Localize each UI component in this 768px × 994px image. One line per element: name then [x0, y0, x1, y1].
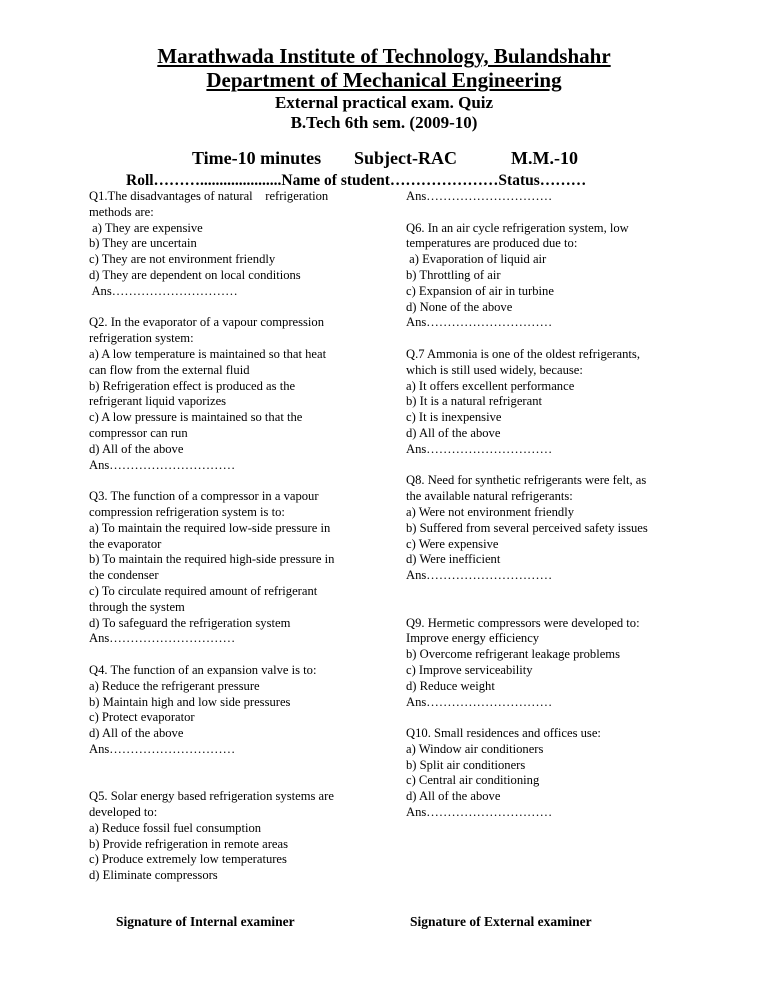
question-line: Ans………………………… — [89, 283, 238, 298]
marks-label: M.M.-10 — [511, 148, 578, 168]
question-line: a) It offers excellent performance — [406, 378, 575, 393]
question-line: d) Reduce weight — [406, 678, 495, 693]
question-line: c) They are not environment friendly — [89, 252, 276, 267]
question-block — [89, 315, 451, 473]
external-examiner-signature: Signature of External examiner — [410, 914, 592, 929]
question-line: c) It is inexpensive — [406, 410, 502, 425]
question-line: d) Were inefficient — [406, 552, 501, 567]
question-line: c) Produce extremely low temperatures — [89, 852, 287, 867]
question-line: d) To safeguard the refrigeration system — [89, 615, 291, 630]
question-line: b) They are uncertain — [89, 236, 197, 251]
question-line: d) They are dependent on local conditions — [89, 267, 301, 282]
question-line: Q1.The disadvantages of natural refrigeration — [89, 189, 329, 203]
question-block — [406, 347, 768, 458]
question-line: c) Were expensive — [406, 536, 499, 551]
question-line: Ans………………………… — [406, 805, 553, 820]
question-line: d) All of the above — [89, 726, 184, 741]
time-label: Time-10 minutes — [192, 148, 322, 168]
question-line: a) Evaporation of liquid air — [406, 252, 547, 267]
question-line: d) Eliminate compressors — [89, 868, 218, 883]
question-line: Q10. Small residences and offices use: — [406, 726, 601, 741]
question-line: the available natural refrigerants: — [406, 489, 573, 504]
question-line: b) Throttling of air — [406, 267, 501, 282]
roll-name-status-line: Roll……….....................Name of student…………………Status……… — [126, 172, 587, 189]
question-line: Ans………………………… — [89, 457, 236, 472]
question-line: can flow from the external fluid — [89, 362, 250, 377]
question-line: Q6. In an air cycle refrigeration system, low — [406, 220, 629, 235]
question-line: a) Reduce the refrigerant pressure — [89, 678, 260, 693]
question-line: Ans………………………… — [406, 568, 553, 583]
question-line: a) Were not environment friendly — [406, 504, 575, 519]
question-line: Ans………………………… — [406, 694, 553, 709]
question-line: developed to: — [89, 805, 158, 820]
question-block — [89, 189, 451, 300]
question-line: c) Expansion of air in turbine — [406, 283, 554, 298]
exam-title: External practical exam. Quiz — [274, 93, 494, 112]
internal-examiner-signature: Signature of Internal examiner — [116, 914, 295, 929]
question-line: through the system — [89, 599, 185, 614]
question-line: c) Improve serviceability — [406, 662, 533, 677]
question-line: c) A low pressure is maintained so that the — [89, 410, 303, 425]
question-line: Ans………………………… — [89, 741, 236, 756]
left-question-column — [89, 189, 451, 884]
question-line: which is still used widely, because: — [406, 362, 583, 377]
question-line: d) All of the above — [89, 441, 184, 456]
question-line: a) Reduce fossil fuel consumption — [89, 820, 262, 835]
question-line: b) It is a natural refrigerant — [406, 394, 543, 409]
question-line: d) None of the above — [406, 299, 513, 314]
question-line: c) Central air conditioning — [406, 773, 540, 788]
question-line: compressor can run — [89, 425, 188, 440]
question-line: b) Split air conditioners — [406, 757, 526, 772]
question-line: b) Overcome refrigerant leakage problems — [406, 647, 620, 662]
question-block — [89, 489, 451, 647]
question-line: the condenser — [89, 568, 159, 583]
question-line: c) Protect evaporator — [89, 710, 195, 725]
subject-label: Subject-RAC — [354, 148, 457, 168]
question-line: Ans………………………… — [406, 189, 553, 203]
question-line: Ans………………………… — [406, 315, 553, 330]
question-line: temperatures are produced due to: — [406, 236, 578, 251]
question-line: a) Window air conditioners — [406, 741, 544, 756]
question-line: Q8. Need for synthetic refrigerants were felt, as — [406, 473, 647, 488]
question-line: refrigerant liquid vaporizes — [89, 394, 227, 409]
question-block — [406, 189, 768, 205]
institute-title: Marathwada Institute of Technology, Bulandshahr — [157, 44, 611, 68]
question-line: methods are: — [89, 204, 154, 219]
question-block — [406, 616, 768, 711]
question-block — [406, 473, 768, 584]
course-title: B.Tech 6th sem. (2009-10) — [290, 113, 478, 132]
question-line: Q9. Hermetic compressors were developed to: — [406, 615, 640, 630]
question-block — [89, 789, 451, 884]
question-line: Q4. The function of an expansion valve is to: — [89, 662, 317, 677]
question-line: Q3. The function of a compressor in a vapour — [89, 489, 319, 504]
question-line: d) All of the above — [406, 789, 501, 804]
department-title: Department of Mechanical Engineering — [206, 68, 562, 92]
question-block — [406, 221, 768, 332]
question-line: a) They are expensive — [89, 220, 203, 235]
right-question-column — [406, 189, 768, 821]
question-line: the evaporator — [89, 536, 162, 551]
question-block — [89, 663, 451, 758]
question-block — [406, 726, 768, 821]
question-line: Ans………………………… — [89, 631, 236, 646]
question-line: b) Maintain high and low side pressures — [89, 694, 291, 709]
question-line: b) Refrigeration effect is produced as the — [89, 378, 296, 393]
question-line: Q5. Solar energy based refrigeration systems are — [89, 789, 334, 804]
question-line: compression refrigeration system is to: — [89, 504, 285, 519]
question-line: b) Provide refrigeration in remote areas — [89, 836, 288, 851]
question-line: a) To maintain the required low-side pressure in — [89, 520, 331, 535]
question-line: a) A low temperature is maintained so that heat — [89, 346, 327, 361]
question-line: Q.7 Ammonia is one of the oldest refrigerants, — [406, 346, 640, 361]
question-line: Q2. In the evaporator of a vapour compression — [89, 315, 325, 330]
question-line: d) All of the above — [406, 425, 501, 440]
question-line: c) To circulate required amount of refrigerant — [89, 583, 318, 598]
question-line: Ans………………………… — [406, 441, 553, 456]
question-line: b) To maintain the required high-side pressure in — [89, 552, 335, 567]
question-line: b) Suffered from several perceived safety issues — [406, 520, 648, 535]
question-line: Improve energy efficiency — [406, 631, 540, 646]
question-line: refrigeration system: — [89, 331, 194, 346]
